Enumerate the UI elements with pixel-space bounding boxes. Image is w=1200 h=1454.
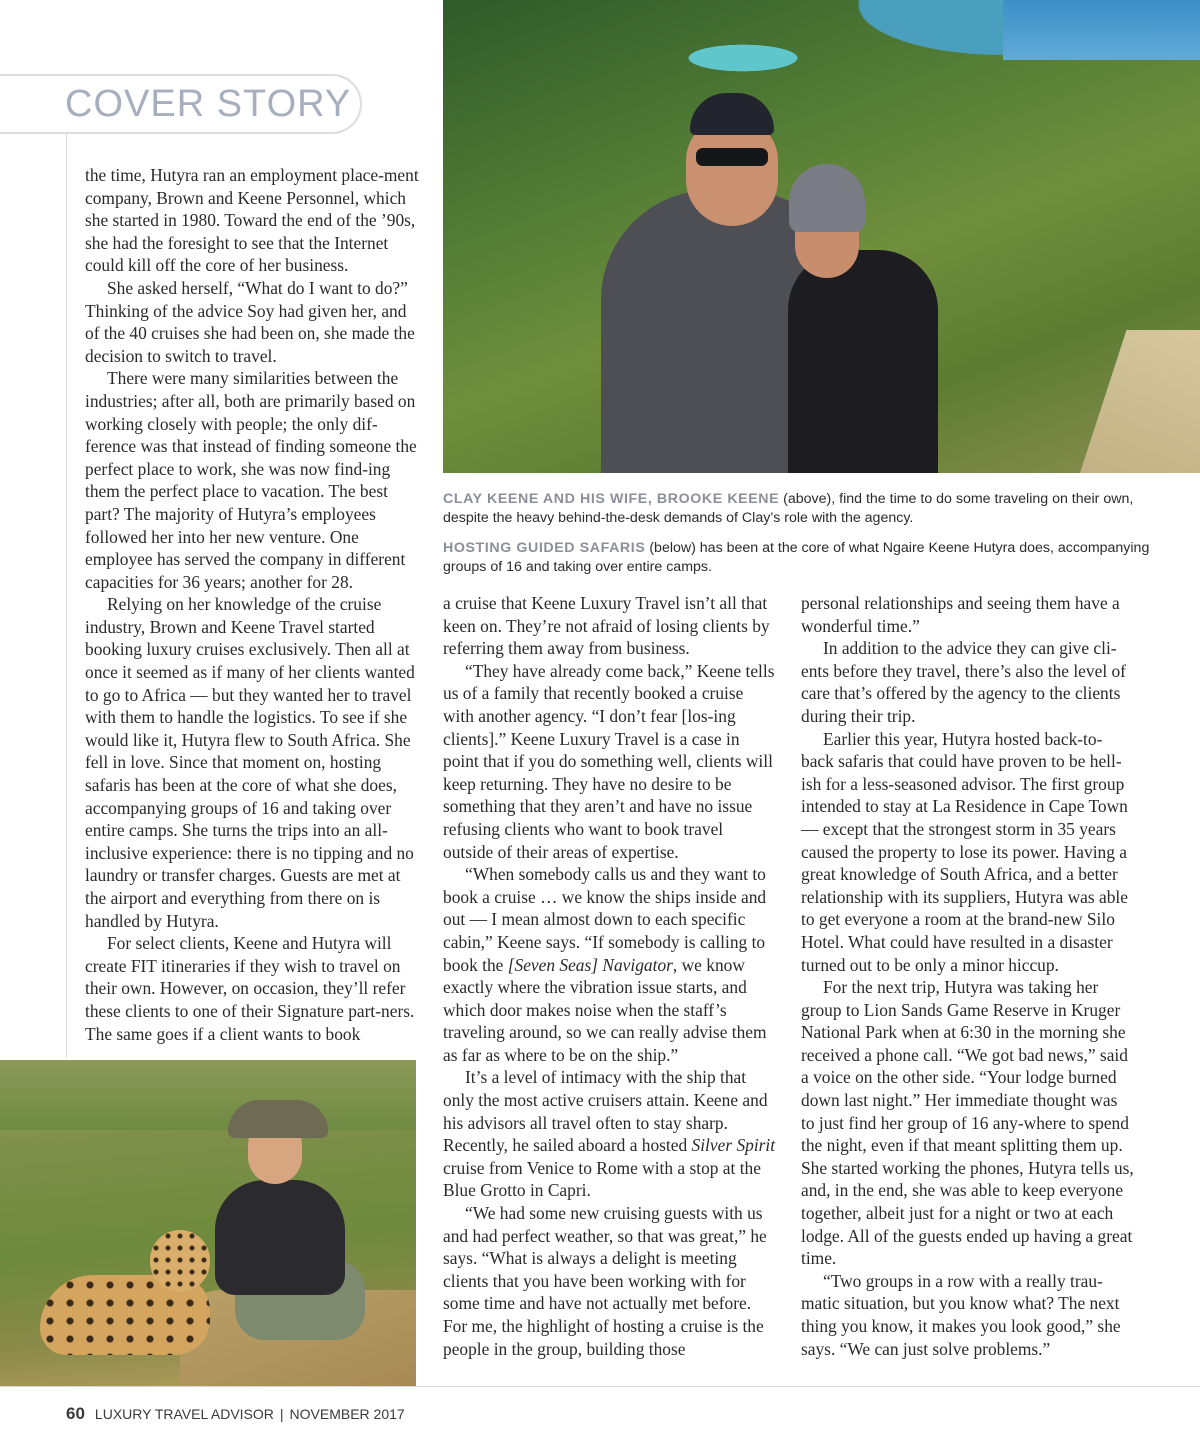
paragraph: She asked herself, “What do I want to do?” Thinking of the advice Soy had given her, and of the 40 cruises she had been on, she made the decision to switch to travel. (85, 277, 415, 366)
ship-name-italic: Silver Spirit (691, 1135, 776, 1156)
photo-hutyra-with-cheetah (0, 1060, 416, 1386)
photo-cheetah-head (150, 1230, 210, 1292)
footer-separator: | (279, 1406, 284, 1422)
paragraph: There were many similarities between the industries; after all, both are primarily based on working closely with people; the only dif-ference was that instead of finding someone the perfect place to work, she was now find-ing them the perfect place to vacation. The best part? The majority of Hutyra’s employees followed her into her new venture. One employee has served the company in different capacities for 36 years; another for 28. (85, 368, 417, 592)
paragraph: “Two groups in a row with a really trau-matic situation, but you know what? The next thing you know, it makes you look good,” she says. “We can just solve problems.” (801, 1270, 1121, 1359)
section-title: COVER STORY (65, 83, 352, 125)
page-number: 60 (66, 1404, 85, 1423)
footer-divider (0, 1386, 1200, 1387)
paragraph: For select clients, Keene and Hutyra will create FIT itineraries if they wish to travel on their own. However, on occasion, they’ll refer these clients to one of their Signature part-ners. The same goes if a client wants to book (85, 933, 415, 1044)
paragraph: In addition to the advice they can give cli-ents before they travel, there’s also the level of care that’s offered by the agency to the clients during their trip. (801, 638, 1126, 726)
ship-name-italic: [Seven Seas] Navigator (507, 954, 673, 975)
photo-woman-jacket (215, 1180, 345, 1295)
paragraph: personal relationships and seeing them have a wonderful time.” (801, 593, 1120, 636)
issue-date: NOVEMBER 2017 (289, 1406, 405, 1422)
paragraph: “We had some new cruising guests with us and had perfect weather, so that was great,” he says. “What is always a delight is meeting clients that you have been working with for some time and have not actually met before. For me, the highlight of hosting a cruise is the people in the group, building those (443, 1203, 767, 1359)
publication-name: LUXURY TRAVEL ADVISOR (94, 1406, 274, 1422)
text-run: It’s a level of intimacy with the ship that only the most active cruisers attain. Keene and his advisors all travel often to stay sharp. Recently, he sailed aboard a hosted (443, 1067, 768, 1156)
caption-top-text: (above), find the time to do some traveling on their own, despite the heavy behind-the-desk demands of Clay’s role with the agency. (443, 491, 1134, 526)
photo-caption-bottom (443, 539, 1178, 577)
page-footer (66, 1403, 405, 1425)
article-column-1 (85, 164, 419, 1045)
paragraph: the time, Hutyra ran an employment place-ment company, Brown and Keene Personnel, which she started in 1980. Toward the end of the ’90s, she had the foresight to see that the Internet could kill off the core of her business. (85, 165, 419, 276)
photo-caption-top (443, 490, 1178, 528)
photo-woman-sun-hat (228, 1100, 328, 1138)
caption-bottom-lead: HOSTING GUIDED SAFARIS (443, 540, 646, 556)
photo-woman-beanie (789, 164, 865, 232)
paragraph: Relying on her knowledge of the cruise industry, Brown and Keene Travel started booking luxury cruises exclusively. Then all at once it seemed as if many of her clients wanted to go to Africa — but they wanted her to travel with them to handle the logistics. To see if she would like it, Hutyra flew to South Africa. She fell in love. Since that moment on, hosting safaris has been at the core of what she does, accompanying groups of 16 and taking over entire camps. She turns the trips into an all-inclusive experience: there is no tipping and no laundry or transfer charges. Guests are met at the airport and everything from there on is handled by Hutyra. (85, 594, 415, 931)
photo-man-sunglasses (696, 148, 768, 166)
article-column-2 (443, 592, 777, 1360)
photo-man-cap (690, 93, 774, 135)
article-column-3 (801, 592, 1135, 1360)
caption-top-lead: CLAY KEENE AND HIS WIFE, BROOKE KEENE (443, 491, 780, 507)
text-run: , we know exactly where the vibration issue starts, and which door makes noise when the staff’s traveling around, so we can really advise them as far as where to be on the ship.” (443, 954, 767, 1065)
paragraph (443, 1066, 777, 1202)
photo-woman-figure (788, 250, 938, 473)
photo-sand-path (1080, 330, 1200, 473)
photo-trees (0, 1060, 416, 1130)
paragraph (443, 863, 777, 1066)
text-run: cruise from Venice to Rome with a stop at the Blue Grotto in Capri. (443, 1157, 761, 1201)
paragraph: Earlier this year, Hutyra hosted back-to-back safaris that could have proven to be hell-ish for a less-seasoned advisor. The first group intended to stay at La Residence in Cape Town — except that the strongest storm in 35 years caused the property to lose its power. Having a great knowledge of South Africa, and a better relationship with its suppliers, Hutyra was able to get everyone a room at the brand-new Silo Hotel. What could have resulted in a disaster turned out to be only a minor hiccup. (801, 728, 1128, 975)
paragraph: “They have already come back,” Keene tells us of a family that recently booked a cruise with another agency. “I don’t fear [los-ing clients].” Keene Luxury Travel is a case in point that if you do something well, clients will keep returning. They have no desire to be something that they aren’t and have no issue refusing clients who want to book travel outside of their areas of expertise. (443, 660, 775, 862)
paragraph: For the next trip, Hutyra was taking her group to Lion Sands Game Reserve in Kruger National Park when at 6:30 in the morning she received a phone call. “We got bad news,” said a voice on the other side. “Your lodge burned down last night.” Her immediate thought was to just find her group of 16 any-where to spend the night, even if that meant splitting them up. She started working the phones, Hutyra tells us, and, in the end, she was able to keep everyone together, albeit just for a night or two at each lodge. All of the guests ended up having a great time. (801, 977, 1134, 1269)
paragraph: a cruise that Keene Luxury Travel isn’t all that keen on. They’re not afraid of losing clients by referring them away from business. (443, 593, 770, 659)
column-divider (66, 134, 67, 1058)
text-run: “When somebody calls us and they want to book a cruise … we know the ships inside and out — I mean almost down to each specific cabin,” Keene says. “If somebody is calling to book the (443, 864, 767, 975)
photo-clay-and-brooke-keene (443, 0, 1200, 473)
caption-bottom-text: (below) has been at the core of what Ngaire Keene Hutyra does, accompanying groups of 16 and taking over entire camps. (443, 540, 1150, 575)
photo-sky (1003, 0, 1200, 60)
